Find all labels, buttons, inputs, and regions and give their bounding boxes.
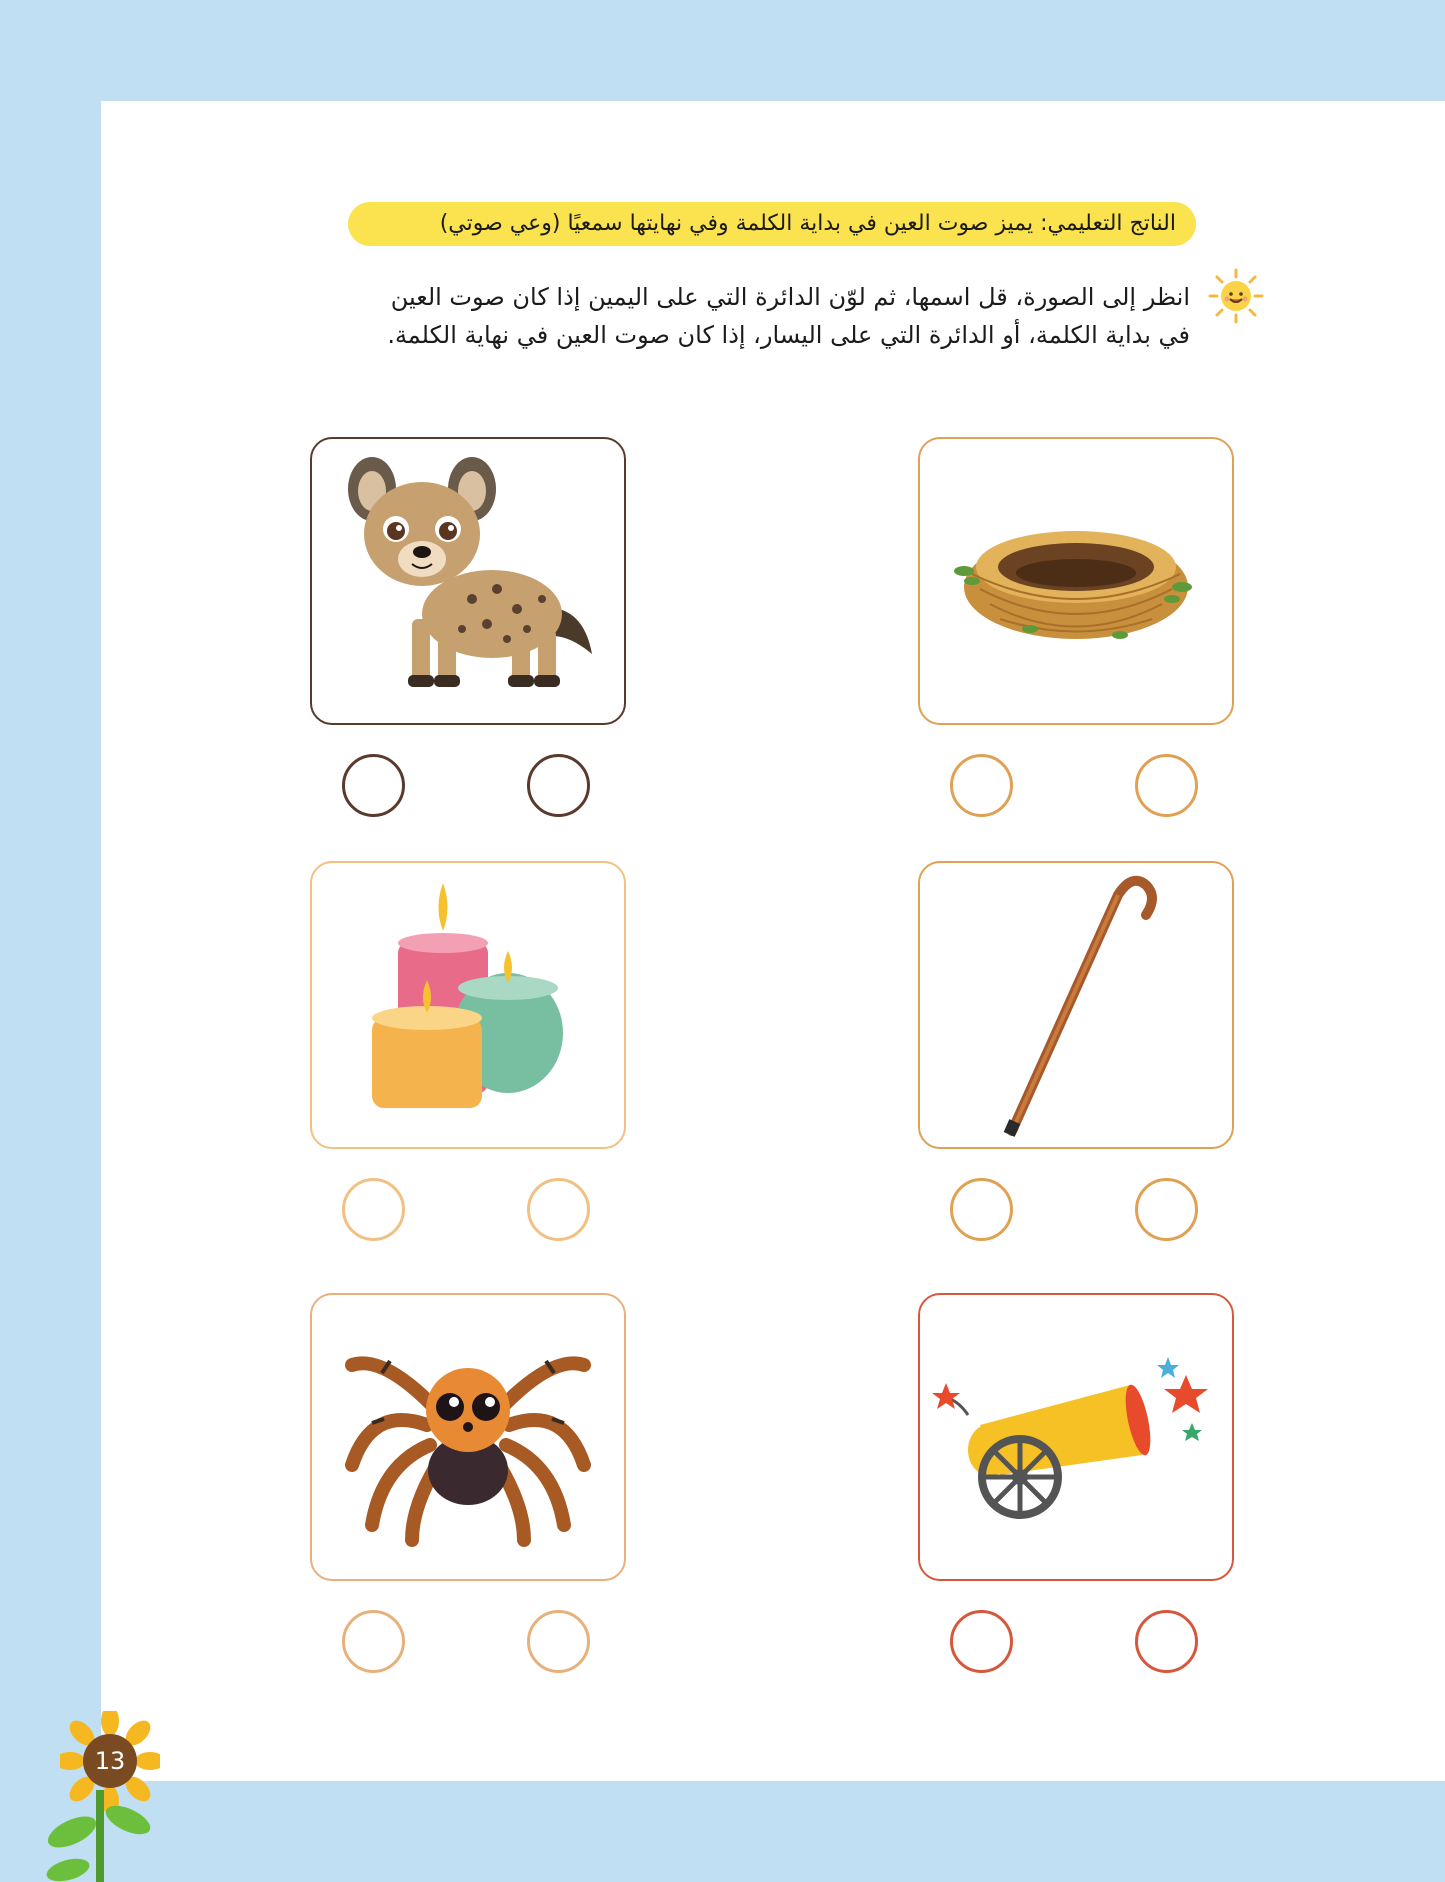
hyena-end-circle[interactable] [342,754,405,817]
page-number: 13 [94,1747,126,1775]
learning-objective: الناتج التعليمي: يميز صوت العين في بداية الكلمة وفي نهايتها سمعيًا (وعي صوتي) [348,202,1196,246]
cannon-end-circle[interactable] [950,1610,1013,1673]
cane-picture [920,863,1232,1147]
cannon-start-circle[interactable] [1135,1610,1198,1673]
spider-picture [312,1295,624,1579]
cannon-card [918,1293,1234,1581]
candles-picture [312,863,624,1147]
instructions-line-2: في بداية الكلمة، أو الدائرة التي على اليسار، إذا كان صوت العين في نهاية الكلمة. [387,321,1190,349]
nest-card [918,437,1234,725]
candles-start-circle[interactable] [527,1178,590,1241]
candles-end-circle[interactable] [342,1178,405,1241]
spider-card [310,1293,626,1581]
candles-card [310,861,626,1149]
nest-picture [920,439,1232,723]
cannon-picture [920,1295,1232,1579]
hyena-start-circle[interactable] [527,754,590,817]
cane-card [918,861,1234,1149]
nest-start-circle[interactable] [1135,754,1198,817]
spider-start-circle[interactable] [527,1610,590,1673]
cane-start-circle[interactable] [1135,1178,1198,1241]
hyena-card [310,437,626,725]
spider-end-circle[interactable] [342,1610,405,1673]
cane-end-circle[interactable] [950,1178,1013,1241]
instructions-line-1: انظر إلى الصورة، قل اسمها، ثم لوّن الدائرة التي على اليمين إذا كان صوت العين [390,283,1190,311]
sun-icon [1208,268,1264,324]
hyena-picture [312,439,624,723]
nest-end-circle[interactable] [950,754,1013,817]
instructions [300,278,1190,354]
sunflower-stem-icon [44,1790,154,1882]
